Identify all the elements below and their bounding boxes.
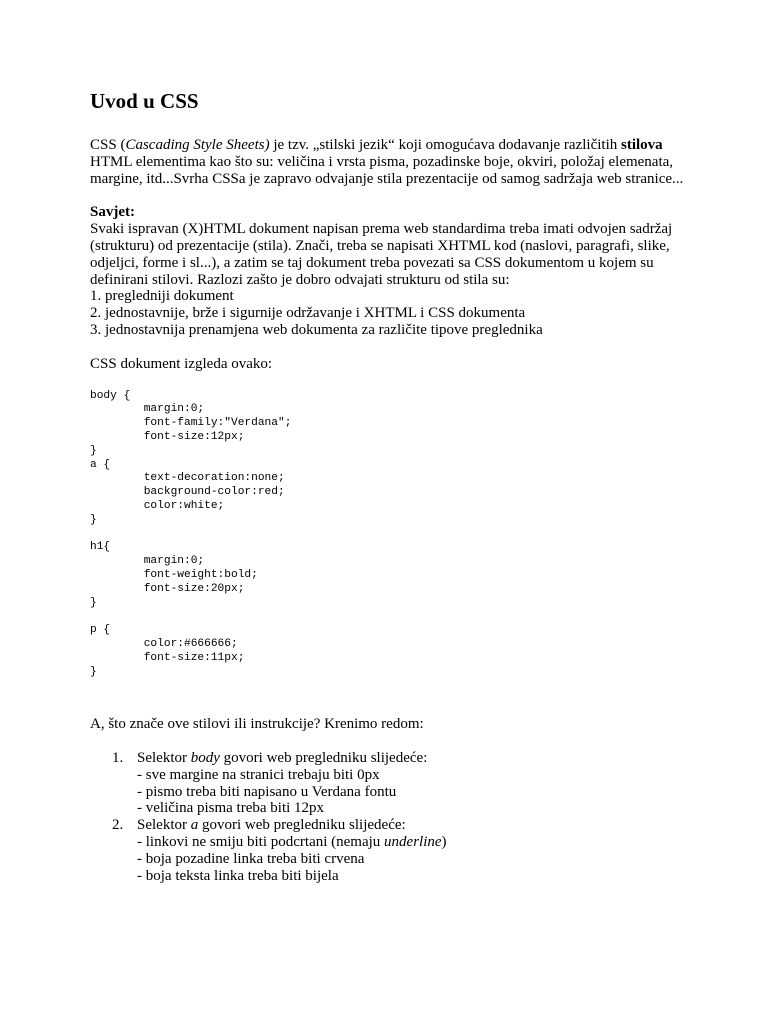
intro-text-1: CSS ( bbox=[90, 137, 126, 153]
selector-detail: - boja teksta linka treba biti bijela bbox=[137, 867, 339, 884]
selector-detail: - sve margine na stranici trebaju biti 0px bbox=[137, 766, 380, 783]
tip-reason: 1. pregledniji dokument bbox=[90, 288, 234, 305]
list-number: 2. bbox=[112, 817, 124, 834]
tip-body: Svaki ispravan (X)HTML dokument napisan prema web standardima treba imati odvojen sadržaj (strukturu) od prezentacije (stila). Znači, treba se napisati XHTML kod (naslovi, paragrafi, slike, odjeljci, forme i sl...), a zatim se taj dokument treba povezati sa CSS dokumentom u kojem su definirani stilovi. Razlozi zašto je dobro odvajati strukturu od stila su: bbox=[90, 221, 673, 288]
selector-list bbox=[90, 750, 690, 884]
selector-detail: - pismo treba biti napisano u Verdana fontu bbox=[137, 783, 397, 800]
intro-text-2: je tzv. „stilski jezik“ koji omogućava dodavanje različitih bbox=[269, 137, 621, 153]
document-page bbox=[90, 88, 690, 884]
selector-intro bbox=[137, 750, 427, 766]
selector-detail bbox=[137, 834, 690, 851]
intro-bold-word: stilova bbox=[621, 137, 663, 153]
intro-paragraph bbox=[90, 137, 690, 187]
tip-reason: 2. jednostavnije, brže i sigurnije održavanje i XHTML i CSS dokumenta bbox=[90, 305, 526, 322]
tip-heading: Savjet: bbox=[90, 204, 135, 221]
selector-name: body bbox=[190, 750, 220, 767]
selector-intro-text: Selektor bbox=[137, 817, 191, 834]
css-heading: CSS dokument izgleda ovako: bbox=[90, 355, 273, 372]
list-item bbox=[112, 817, 690, 884]
css-code-block: body { margin:0; font-family:"Verdana"; font-size:12px; } a { text-decoration:none; background-color:red; color:white; } h1{ margin:0; font-weight:bold; font-size:20px; } p { color:#666666; font-size:11px; } bbox=[90, 389, 292, 678]
tip-block bbox=[90, 204, 690, 338]
selector-detail-text: ) bbox=[441, 834, 447, 851]
intro-text-3: HTML elementima kao što su: veličina i vrsta pisma, pozadinske boje, okviri, položaj elemenata, margine, itd...Svrha CSSa je zapravo odvajanje stila prezentacije od samog sadržaja web stranice... bbox=[90, 153, 684, 187]
question-paragraph: A, što znače ove stilovi ili instrukcije? Krenimo redom: bbox=[90, 716, 424, 733]
tip-reason: 3. jednostavnija prenamjena web dokumenta za različite tipove preglednika bbox=[90, 321, 543, 338]
selector-detail: - veličina pisma treba biti 12px bbox=[137, 800, 325, 817]
page-title: Uvod u CSS bbox=[90, 89, 199, 113]
selector-intro-text: govori web pregledniku slijedeće: bbox=[198, 817, 406, 834]
selector-detail-term: underline bbox=[384, 834, 442, 851]
selector-intro bbox=[137, 817, 406, 833]
list-number: 1. bbox=[112, 750, 124, 767]
selector-intro-text: Selektor bbox=[137, 750, 191, 767]
selector-intro-text: govori web pregledniku slijedeće: bbox=[219, 750, 428, 767]
selector-name: a bbox=[190, 817, 199, 834]
selector-detail: - boja pozadine linka treba biti crvena bbox=[137, 850, 365, 867]
intro-term: Cascading Style Sheets) bbox=[125, 137, 270, 153]
selector-detail-text: - linkovi ne smiju biti podcrtani (nemaju bbox=[137, 834, 385, 851]
list-item bbox=[112, 750, 690, 817]
